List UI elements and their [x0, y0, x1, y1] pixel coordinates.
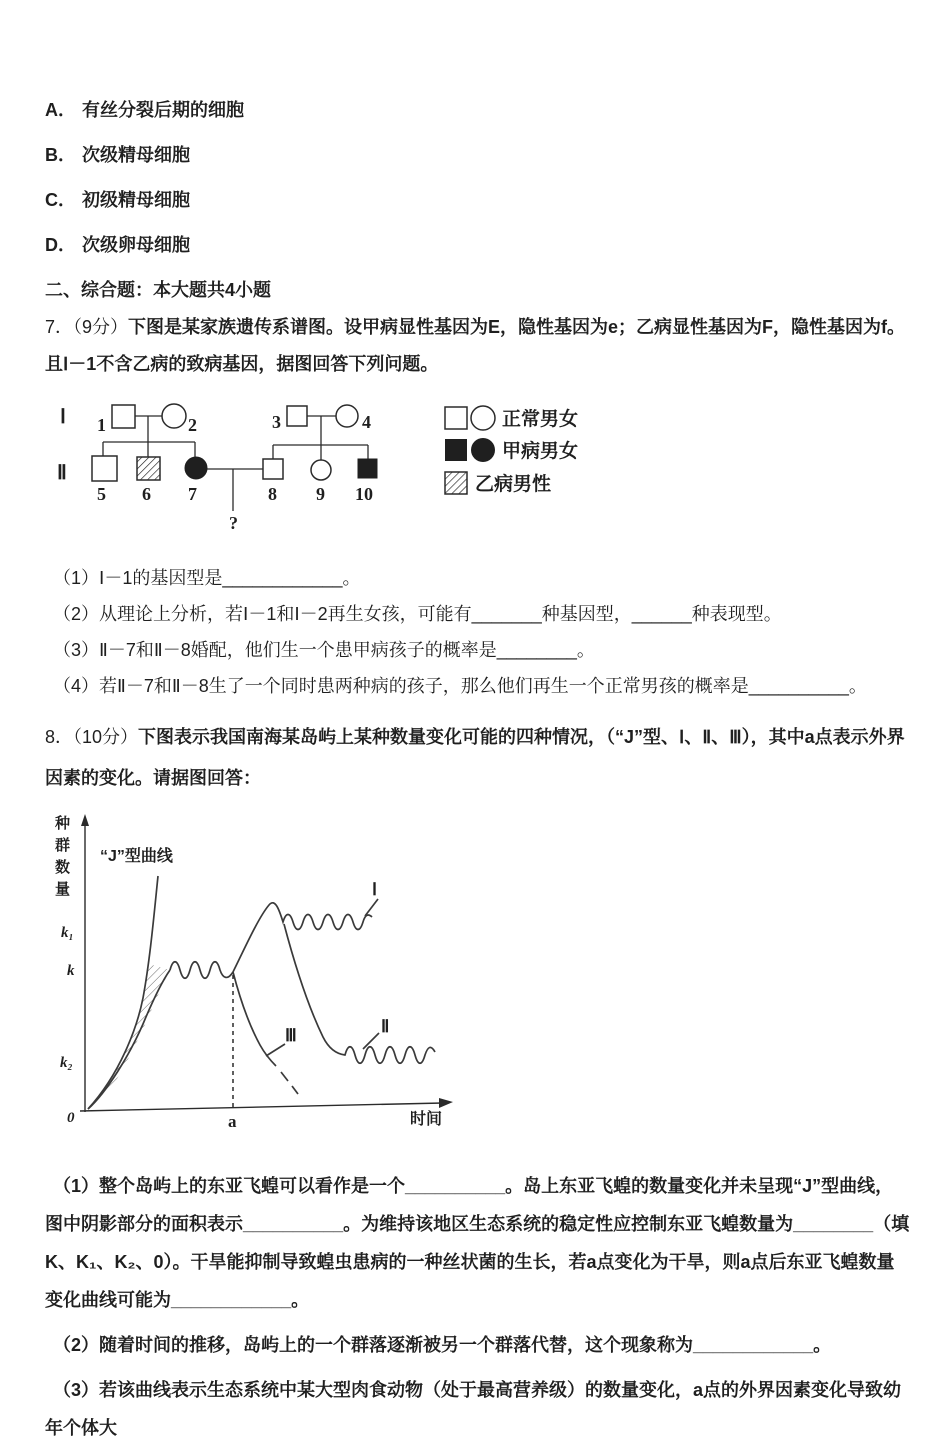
legend-diseaseB-male-symbol	[445, 472, 467, 494]
q8-number: 8．（10分）	[45, 727, 139, 747]
curve-3-dash-2	[292, 1086, 298, 1094]
tick-k2: k₂	[60, 1055, 73, 1071]
y-axis-char-1: 种	[55, 815, 71, 832]
option-b	[45, 141, 910, 167]
curves	[88, 876, 435, 1109]
y-axis-arrow	[81, 814, 89, 826]
generation-2-label: Ⅱ	[57, 462, 67, 484]
q8-stem	[45, 717, 910, 799]
individual-10-diseaseA-male	[358, 459, 377, 478]
label-9: 9	[316, 484, 325, 504]
label-3: 3	[272, 412, 281, 432]
pedigree-legend	[445, 406, 578, 495]
k-oscillation	[170, 962, 233, 979]
x-axis-arrow	[439, 1098, 453, 1108]
curve-3-pointer	[266, 1044, 285, 1056]
legend-diseaseA-text: 甲病男女	[502, 441, 579, 462]
label-8: 8	[268, 484, 277, 504]
q7-sub-3: （3）Ⅱ－7和Ⅱ－8婚配，他们生一个患甲病孩子的概率是________。	[53, 640, 595, 660]
curve-1-label: Ⅰ	[372, 880, 378, 899]
q8-sub-3: （3）若该曲线表示生态系统中某大型肉食动物（处于最高营养级）的数量变化，a点的外界因素变化导致幼年个体大	[45, 1380, 902, 1438]
option-c-letter: C．	[45, 190, 76, 210]
q7-subquestions	[45, 560, 910, 704]
population-graph	[45, 802, 910, 1154]
q7-sub-2: （2）从理论上分析，若Ⅰ－1和Ⅰ－2再生女孩，可能有_______种基因型，______种表现型。	[53, 604, 782, 624]
label-5: 5	[97, 484, 106, 504]
option-d-letter: D．	[45, 235, 76, 255]
curve-3-label: Ⅲ	[285, 1026, 297, 1045]
individual-3-unaffected-male	[287, 406, 307, 426]
a-point-label: a	[228, 1112, 237, 1131]
individual-6-diseaseB-male	[137, 457, 160, 480]
curve-1-pointer	[365, 899, 378, 916]
label-10: 10	[355, 484, 373, 504]
option-a-text: 有丝分裂后期的细胞	[82, 100, 244, 120]
q8-sub-1: （1）整个岛屿上的东亚飞蝗可以看作是一个__________。岛上东亚飞蝗的数量变化并未呈现“J”型曲线，图中阴影部分的面积表示__________。为维持该地区生态系统的稳定性应控制东亚飞蝗数量为________（填K、K₁、K₂、0）。干旱能抑制导致蝗虫患病的一种丝状菌的生长，若a点变化为干旱，则a点后东亚飞蝗数量变化曲线可能为____________。	[45, 1176, 910, 1310]
label-1: 1	[97, 415, 106, 435]
legend-normal-female-symbol	[471, 406, 495, 430]
origin-label: 0	[67, 1110, 75, 1126]
legend-normal-text: 正常男女	[502, 409, 579, 430]
j-curve-label: “J”型曲线	[100, 848, 173, 865]
shaded-area	[88, 964, 170, 1109]
individual-2-unaffected-female	[162, 404, 186, 428]
q7-stem-text: 下图是某家族遗传系谱图。设甲病显性基因为E，隐性基因为e；乙病显性基因为F，隐性基因为f。且Ⅰ－1不含乙病的致病基因，据图回答下列问题。	[45, 317, 906, 374]
q7-stem	[45, 309, 910, 383]
tick-k1: k₁	[61, 925, 74, 941]
y-axis-char-2: 群	[55, 837, 71, 854]
curve-1	[233, 903, 372, 972]
y-axis-char-4: 量	[55, 881, 71, 898]
q7-number: 7．（9分）	[45, 317, 129, 337]
unknown-child-label: ?	[229, 513, 238, 533]
label-4: 4	[362, 412, 371, 432]
individual-8-unaffected-male	[263, 459, 283, 479]
option-c-text: 初级精母细胞	[82, 190, 190, 210]
y-axis-char-3: 数	[55, 859, 71, 876]
curve-2-label: Ⅱ	[381, 1017, 390, 1036]
logistic-curve	[88, 970, 170, 1109]
generation-1-label: Ⅰ	[60, 406, 66, 428]
mc-options	[45, 96, 910, 257]
individual-1-unaffected-male	[112, 405, 135, 428]
q8-stem-text: 下图表示我国南海某岛屿上某种数量变化可能的四种情况，（“J”型、Ⅰ、Ⅱ、Ⅲ），其中a点表示外界因素的变化。请据图回答：	[45, 727, 905, 788]
option-d-text: 次级卵母细胞	[82, 235, 190, 255]
legend-normal-male-symbol	[445, 407, 467, 429]
legend-diseaseA-female-symbol	[471, 438, 495, 462]
option-a-letter: A．	[45, 100, 76, 120]
option-d	[45, 231, 910, 257]
label-2: 2	[188, 415, 197, 435]
pedigree-diagram	[50, 393, 910, 535]
option-c	[45, 186, 910, 212]
option-b-text: 次级精母细胞	[82, 145, 190, 165]
option-b-letter: B．	[45, 145, 76, 165]
q7-sub-1: （1）Ⅰ－1的基因型是____________。	[53, 568, 361, 588]
curve-3	[233, 972, 276, 1066]
tick-k: k	[67, 963, 75, 979]
q8-sub-2: （2）随着时间的推移，岛屿上的一个群落逐渐被另一个群落代替，这个现象称为____________。	[53, 1335, 832, 1355]
legend-diseaseB-text: 乙病男性	[475, 474, 552, 495]
label-7: 7	[188, 484, 197, 504]
q7-sub-4: （4）若Ⅱ－7和Ⅱ－8生了一个同时患两种病的孩子，那么他们再生一个正常男孩的概率是__________。	[53, 676, 867, 696]
individual-5-unaffected-male	[92, 456, 117, 481]
section-header: 二、综合题：本大题共4小题	[45, 280, 272, 300]
q8-subquestions	[45, 1167, 910, 1447]
option-a	[45, 96, 910, 122]
individual-7-diseaseA-female	[185, 457, 207, 479]
legend-diseaseA-male-symbol	[445, 439, 467, 461]
curve-3-dash-1	[281, 1072, 288, 1081]
pedigree-svg	[50, 393, 700, 535]
curve-2	[284, 924, 435, 1063]
population-graph-svg	[45, 802, 480, 1154]
individual-9-unaffected-female	[311, 460, 331, 480]
x-axis-label: 时间	[410, 1111, 443, 1128]
label-6: 6	[142, 484, 151, 504]
individual-4-unaffected-female	[336, 405, 358, 427]
